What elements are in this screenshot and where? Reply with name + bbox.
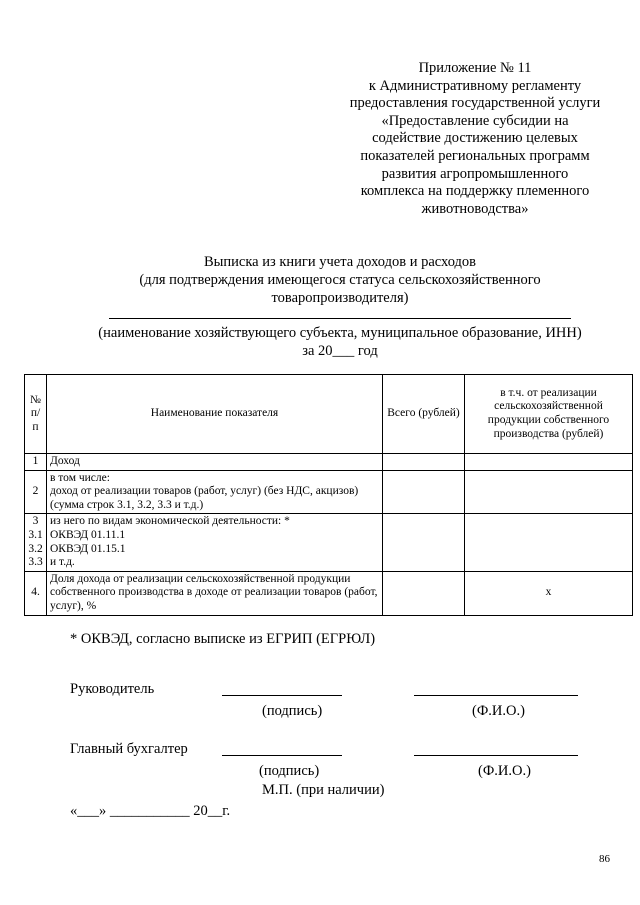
row-num: 1 [25, 454, 47, 471]
row-num-line: 3.2 [28, 542, 43, 555]
appendix-header [330, 60, 620, 218]
row-own-cell [465, 470, 633, 514]
row-name [47, 571, 383, 615]
income-table [24, 374, 633, 616]
row-num-line: 3.1 [28, 528, 43, 541]
head-label: Руководитель [70, 681, 155, 697]
appendix-line: показателей региональных программ [360, 147, 590, 164]
accountant-name-line [414, 755, 578, 756]
page-number: 86 [599, 853, 610, 865]
row-total-cell [383, 470, 465, 514]
appendix-line: «Предоставление субсидии на [381, 112, 569, 129]
row-name-line: ОКВЭД 01.15.1 [50, 542, 126, 555]
appendix-line: содействие достижению целевых [372, 130, 578, 147]
row-total-cell [383, 514, 465, 571]
header-num: № п/п [25, 375, 47, 454]
row-name-line: и т.д. [50, 556, 75, 569]
year-line: за 20___ год [302, 343, 378, 360]
row-num: 4. [25, 571, 47, 615]
footnote: * ОКВЭД, согласно выписке из ЕГРИП (ЕГРЮЛ) [70, 631, 376, 647]
row-total-cell [383, 571, 465, 615]
header-name: Наименование показателя [47, 375, 383, 454]
accountant-signature-line [222, 755, 342, 756]
table-row [25, 571, 633, 615]
entity-name-blank [60, 307, 620, 325]
row-own-cell: х [465, 571, 633, 615]
head-name-line [414, 695, 578, 696]
appendix-line: развития агропромышленного [381, 165, 569, 182]
row-name-line: Доля дохода от реализации сельскохозяйственной продукции собственного производства в доходе от реализации товаров (работ, услуг), % [50, 572, 378, 612]
document-subtitle: (для подтверждения имеющегося статуса сельскохозяйственного [139, 271, 541, 288]
table-row [25, 454, 633, 471]
row-name-line: Доход [50, 455, 80, 467]
appendix-line: Приложение № 11 [418, 60, 532, 76]
row-name-line: доход от реализации товаров (работ, услуг) (без НДС, акцизов) [50, 485, 359, 498]
row-name-line: ОКВЭД 01.11.1 [50, 528, 126, 541]
row-own-cell [465, 454, 633, 471]
head-signature-caption: (подпись) [262, 703, 323, 719]
head-name-caption: (Ф.И.О.) [472, 703, 525, 719]
date-line: «___» ___________ 20__г. [70, 803, 231, 819]
row-name-line: в том числе: [50, 471, 110, 484]
row-num-line: 3 [32, 515, 39, 528]
row-name [47, 454, 383, 471]
row-total-cell [383, 454, 465, 471]
accountant-label: Главный бухгалтер [70, 741, 188, 757]
table-row [25, 470, 633, 514]
accountant-name-caption: (Ф.И.О.) [478, 763, 531, 779]
head-signature-line [222, 695, 342, 696]
row-name [47, 514, 383, 571]
document-title: Выписка из книги учета доходов и расходов [203, 254, 477, 270]
stamp-place: М.П. (при наличии) [262, 782, 385, 798]
row-name-line: (сумма строк 3.1, 3.2, 3.3 и т.д.) [50, 498, 204, 511]
table-row [25, 514, 633, 571]
table-header-row [25, 375, 633, 454]
row-num-line: 3.3 [28, 556, 43, 569]
appendix-line: животноводства» [421, 200, 529, 217]
row-name [47, 470, 383, 514]
row-name-line: из него по видам экономической деятельности: * [50, 515, 290, 528]
header-own: в т.ч. от реализации сельскохозяйственной продукции собственного производства (рублей) [465, 375, 633, 454]
row-num [25, 514, 47, 571]
appendix-line: предоставления государственной услуги [349, 95, 601, 112]
document-heading [60, 254, 620, 361]
row-num: 2 [25, 470, 47, 514]
row-own-cell [465, 514, 633, 571]
entity-caption: (наименование хозяйствующего субъекта, муниципальное образование, ИНН) [98, 325, 582, 342]
appendix-line: к Административному регламенту [368, 77, 582, 94]
appendix-line: комплекса на поддержку племенного [360, 183, 590, 200]
document-subtitle: товаропроизводителя) [271, 289, 409, 306]
accountant-signature-caption: (подпись) [259, 763, 320, 779]
header-total: Всего (рублей) [383, 375, 465, 454]
